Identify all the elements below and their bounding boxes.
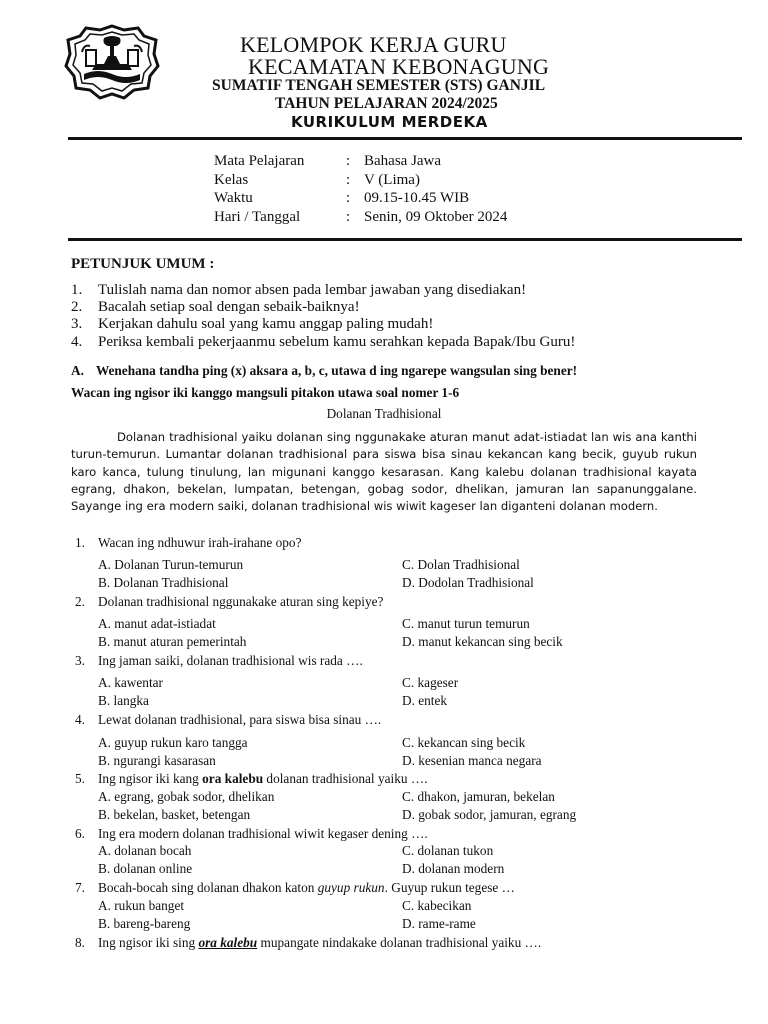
info-colon: : [346, 171, 351, 188]
question-text: Dolanan tradhisional nggunakake aturan sing kepiye? [98, 594, 384, 609]
question-text-pre: Ing ngisor iki kang [98, 771, 203, 786]
info-divider [68, 238, 742, 241]
question-text-pre: Bocah-bocah sing dolanan dhakon katon [98, 880, 318, 895]
list-text: Bacalah setiap soal dengan sebaik-baiknya! [98, 299, 360, 316]
option-a: A. manut adat-istiadat [98, 616, 216, 631]
question-number: 4. [75, 712, 85, 727]
list-number: 4. [71, 333, 83, 350]
info-label: Mata Pelajaran [214, 153, 305, 169]
option-a: A. rukun banget [98, 898, 185, 913]
question-text-emphasis: ora kalebu [198, 935, 258, 950]
section-instruction-text: Wenehana tandha ping (x) aksara a, b, c, utawa d ing ngarepe wangsulan sing bener! [95, 363, 578, 378]
list-number: 3. [71, 316, 83, 333]
petunjuk-title: PETUNJUK UMUM : [71, 256, 215, 272]
question-number: 7. [75, 880, 85, 895]
option-b: B. bekelan, basket, betengan [98, 807, 251, 822]
section-letter: A. [71, 363, 84, 378]
info-value: V (Lima) [364, 171, 420, 188]
school-year: TAHUN PELAJARAN 2024/2025 [275, 95, 498, 112]
question-text-post: . Guyup rukun tegese … [384, 880, 515, 895]
passage-text: Dolanan tradhisional yaiku dolanan sing nggunakake aturan manut adat-istiadat lan wis ana kanthi turun-temurun. Lumantar dolanan tradhisional para siswa bisa sinau kekancan kang becik, guyub rukun karo kanca, tulung tinulung, lan migunani kanggo kesarasan. Kang kalebu dolanan tradhisional kayata egrang, dhakon, bekelan, lumpatan, betengan, gobag sodor, dhelikan, jamuran lan sapanunggalane. Sayange ing era modern saiki, dolanan tradhisional wis wiwit kageser lan diganteni dolanan modern. [71, 430, 697, 514]
option-a: A. egrang, gobak sodor, dhelikan [98, 789, 275, 804]
info-value: Bahasa Jawa [364, 153, 442, 169]
option-c: C. manut turun temurun [402, 616, 530, 631]
info-colon: : [346, 208, 351, 225]
list-text: Kerjakan dahulu soal yang kamu anggap paling mudah! [98, 316, 434, 333]
passage-title: Dolanan Tradhisional [326, 406, 442, 421]
option-d: D. dolanan modern [402, 861, 505, 876]
question-text [98, 880, 515, 896]
question-text-post: dolanan tradhisional yaiku …. [263, 771, 428, 786]
question-number: 2. [75, 594, 85, 609]
option-c: C. kageser [402, 675, 459, 690]
question-text: Lewat dolanan tradhisional, para siswa bisa sinau …. [98, 712, 382, 727]
question-number: 3. [75, 653, 85, 668]
option-b: B. Dolanan Tradhisional [98, 575, 229, 590]
info-colon: : [346, 190, 351, 206]
question-text-post: mupangate nindakake dolanan tradhisional yaiku …. [257, 935, 542, 950]
question-text-emphasis: guyup rukun [317, 880, 385, 895]
option-d: D. kesenian manca negara [402, 753, 542, 768]
question-number: 1. [75, 535, 85, 550]
option-c: C. kekancan sing becik [402, 735, 526, 750]
info-value: 09.15-10.45 WIB [364, 190, 470, 206]
option-b: B. bareng-bareng [98, 916, 191, 931]
option-c: C. dhakon, jamuran, bekelan [402, 789, 555, 804]
info-value: Senin, 09 Oktober 2024 [364, 208, 508, 225]
option-d: D. rame-rame [402, 916, 476, 931]
kebonagung-seal-logo [64, 24, 160, 100]
header-divider [68, 137, 742, 140]
exam-title: SUMATIF TENGAH SEMESTER (STS) GANJIL [212, 77, 546, 94]
list-text: Tulislah nama dan nomor absen pada lembar jawaban yang disediakan! [98, 282, 527, 298]
option-d: D. gobak sodor, jamuran, egrang [402, 807, 577, 822]
question-text: Wacan ing ndhuwur irah-irahane opo? [98, 535, 302, 550]
option-d: D. manut kekancan sing becik [402, 634, 563, 649]
question-text [98, 771, 427, 787]
option-c: C. Dolan Tradhisional [402, 557, 520, 572]
question-number: 8. [75, 935, 85, 950]
list-number: 1. [71, 282, 83, 298]
org-title-line2: KECAMATAN KEBONAGUNG [248, 54, 550, 79]
option-b: B. dolanan online [98, 861, 193, 876]
question-text-emphasis: ora kalebu [202, 771, 264, 786]
option-c: C. dolanan tukon [402, 843, 494, 858]
option-a: A. dolanan bocah [98, 843, 192, 858]
option-a: A. guyup rukun karo tangga [98, 735, 248, 750]
option-b: B. langka [98, 693, 149, 708]
curriculum-title: KURIKULUM MERDEKA [291, 113, 488, 131]
option-a: A. kawentar [98, 675, 163, 690]
question-number: 6. [75, 826, 85, 841]
info-label: Waktu [214, 190, 253, 206]
option-b: B. manut aturan pemerintah [98, 634, 247, 649]
option-d: D. Dodolan Tradhisional [402, 575, 534, 590]
info-label: Hari / Tanggal [214, 208, 301, 225]
list-text: Periksa kembali pekerjaanmu sebelum kamu serahkan kepada Bapak/Ibu Guru! [98, 333, 576, 350]
info-colon: : [346, 153, 351, 169]
option-a: A. Dolanan Turun-temurun [98, 557, 244, 572]
option-c: C. kabecikan [402, 898, 472, 913]
question-number: 5. [75, 771, 85, 786]
question-text [98, 935, 541, 951]
section-a-instruction [71, 363, 577, 379]
info-label: Kelas [214, 171, 249, 188]
list-number: 2. [71, 299, 83, 316]
question-text: Ing jaman saiki, dolanan tradhisional wis rada …. [98, 653, 363, 668]
org-title-line1: KELOMPOK KERJA GURU [240, 32, 507, 57]
question-text: Ing era modern dolanan tradhisional wiwit kegaser dening …. [98, 826, 428, 841]
option-d: D. entek [402, 693, 448, 708]
question-text-pre: Ing ngisor iki sing [98, 935, 199, 950]
wacan-note: Wacan ing ngisor iki kanggo mangsuli pitakon utawa soal nomer 1-6 [71, 385, 460, 400]
option-b: B. ngurangi kasarasan [98, 753, 216, 768]
